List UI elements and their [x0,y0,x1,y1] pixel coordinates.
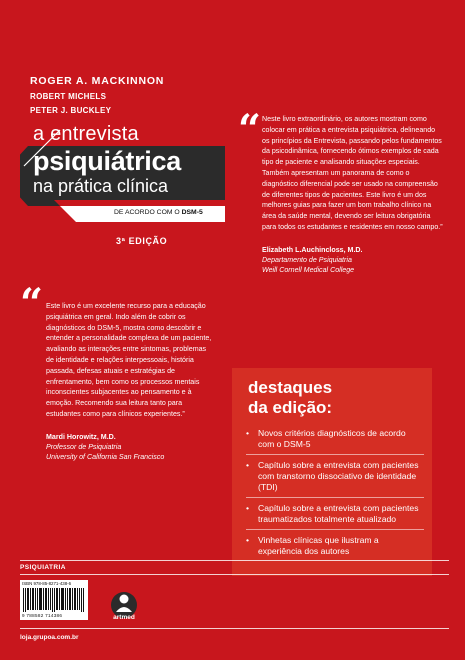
website-link[interactable]: loja.grupoa.com.br [20,634,79,641]
quote-author: Elizabeth L.Auchincloss, M.D. [262,245,363,254]
quote-author-role: Professor de Psiquiatria [46,442,122,451]
divider [20,628,449,629]
isbn-text: ISBN 978-85-8271-438-6 [22,581,72,586]
edition-label: 3ª EDIÇÃO [116,236,168,246]
quote-author-role: Departamento de Psiquiatria [262,255,352,264]
highlights-panel [232,368,432,576]
title-line-2: psiquiátrica [33,146,181,176]
publisher-logo [104,588,144,628]
book-title-block [20,123,225,238]
quote-right [262,114,444,275]
dsm-subtitle: DE ACORDO COM O DSM-5 [108,206,220,220]
list-item: • Capítulo sobre a entrevista com pacientes traumatizados totalmente atualizado [246,503,424,525]
barcode [20,580,88,620]
divider [20,560,449,561]
list-item: • Novos critérios diagnósticos de acordo com o DSM-5 [246,428,424,450]
barcode-icon [23,588,85,612]
author-name: PETER J. BUCKLEY [30,105,112,115]
highlights-list [246,428,424,567]
quote-author: Mardi Horowitz, M.D. [46,432,116,441]
authors-block [30,76,164,121]
title-line-3: na prática clínica [33,176,169,196]
quote-author-affiliation: Weill Cornell Medical College [262,265,355,274]
publisher-name: artmed [113,614,135,621]
quote-mark-icon: “ [20,280,44,327]
category-label: PSIQUIATRIA [20,564,66,571]
quote-text: Neste livro extraordinário, os autores mostram como colocar em prática a entrevista psiquiátrica, delineando os princípios da Entrevista, passando pelos fundamentos da psicodinâmica, fornecendo ótimos exemplos de cada tipo de paciente e analisando situações especiais. Também apresentam um panorama de como o diagnóstico diferencial pode ser usado na compreensão de diferentes tipos de pacientes. Este livro é um dos melhores guias para fazer um bom trabalho clínico na área da saúde mental, devendo ser leitura obrigatória para todos os estudantes e residentes em nosso campo.” [262,115,443,231]
divider [20,574,449,575]
artmed-logo-icon [104,588,144,628]
barcode-number: 9 788582 714386 [22,613,63,618]
quote-left [46,301,214,462]
quote-text: Este livro é um excelente recurso para a educação psiquiátrica em geral. Indo além de cobrir os diagnósticos do DSM-5, mostra como descobrir e entender a personalidade complexa de um paciente, avaliando as interações entre sintomas, problemas de identidade e relações interpessoais, história passada, defesas atuais e estratégias de enfrentamento, bem como os processos mentais inconscientes subjacentes ao pensamento e à emoção. Recomendo sua leitura tanto para estudantes como para clínicos experientes.” [46,302,212,418]
title-line-1: a entrevista [33,123,139,145]
highlights-title: destaques da edição: [248,378,333,417]
author-name: ROGER A. MACKINNON [30,75,165,87]
list-item: • Vinhetas clínicas que ilustram a experiência dos autores [246,535,424,557]
quote-mark-icon: “ [238,106,262,153]
list-item: • Capítulo sobre a entrevista com pacientes com transtorno dissociativo de identidade (TDI) [246,460,424,493]
quote-author-affiliation: University of California San Francisco [46,452,165,461]
author-name: ROBERT MICHELS [30,91,107,101]
